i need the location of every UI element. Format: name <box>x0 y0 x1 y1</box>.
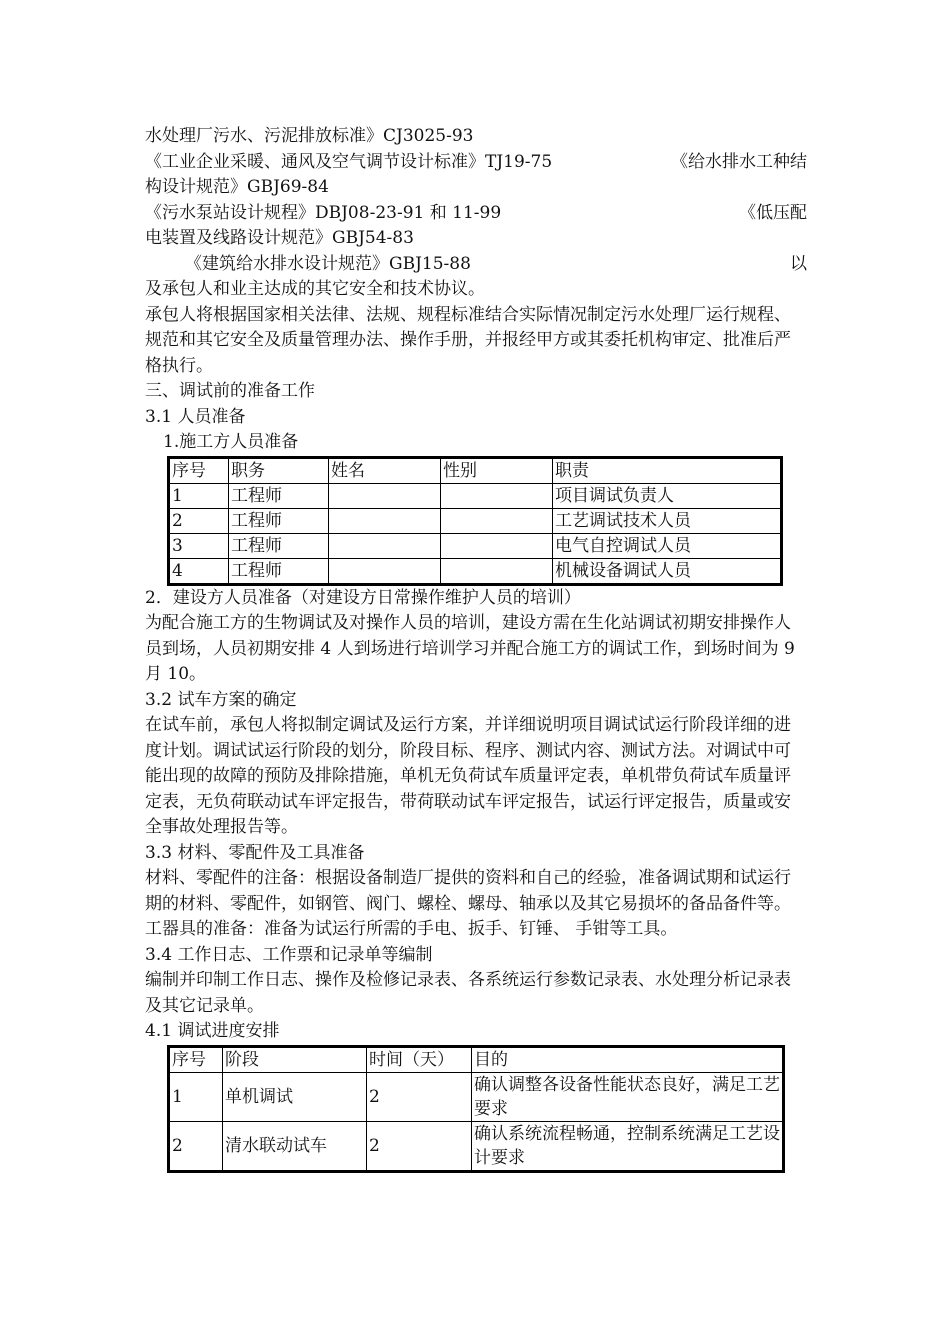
section-3-3-title: 3.3 材料、零配件及工具准备 <box>145 842 365 863</box>
staff-header-cell: 职务 <box>229 457 329 483</box>
staff-cell <box>329 533 441 558</box>
schedule-cell: 2 <box>169 1121 223 1171</box>
staff-cell <box>441 508 553 533</box>
section-3-4-title: 3.4 工作日志、工作票和记录单等编制 <box>145 944 433 965</box>
schedule-cell: 确认调整各设备性能状态良好，满足工艺要求 <box>472 1072 784 1121</box>
schedule-cell: 2 <box>367 1121 472 1171</box>
schedule-cell: 单机调试 <box>223 1072 367 1121</box>
standard-water-structure: 《给水排水工种结 <box>671 151 807 172</box>
standard-building-water: 《建筑给水排水设计规范》GBJ15-88 <box>185 253 471 274</box>
staff-table-row <box>169 508 782 533</box>
staff-cell: 工程师 <box>229 483 329 508</box>
subsection-contractor-staff: 1.施工方人员准备 <box>163 432 299 452</box>
staff-cell: 工艺调试技术人员 <box>553 508 782 533</box>
schedule-header-cell: 阶段 <box>223 1046 367 1072</box>
staff-cell: 项目调试负责人 <box>553 483 782 508</box>
paragraph-records: 编制并印制工作日志、操作及检修记录表、各系统运行参数记录表、水处理分析记录表及其它记录单。 <box>145 970 791 1016</box>
staff-cell <box>329 483 441 508</box>
schedule-table-header-row <box>169 1046 784 1072</box>
staff-cell: 电气自控调试人员 <box>553 533 782 558</box>
section-3-2-title: 3.2 试车方案的确定 <box>145 689 297 710</box>
section-4-1-title: 4.1 调试进度安排 <box>145 1021 280 1041</box>
paragraph-trial-plan: 在试车前，承包人将拟制定调试及运行方案，并详细说明项目调试试运行阶段详细的进度计划。调试试运行阶段的划分，阶段目标、程序、测试内容、测试方法。对调试中可能出现的故障的预防及排除措施，单机无负荷试车质量评定表，单机带负荷试车质量评定表，无负荷联动试车评定报告，带荷联动试车评定报告，试运行评定报告，质量或安全事故处理报告等。 <box>145 715 791 837</box>
paragraph-tools: 工器具的准备：准备为试运行所需的手电、扳手、钉锤、 手钳等工具。 <box>145 919 678 939</box>
standards-line-6 <box>145 252 807 278</box>
standards-line-7: 及承包人和业主达成的其它安全和技术协议。 <box>145 279 485 299</box>
standards-line-6-tail: 以 <box>790 253 807 274</box>
paragraph-owner-training: 为配合施工方的生物调试及对操作人员的培训，建设方需在生化站调试初期安排操作人员到场，人员初期安排 4 人到场进行培训学习并配合施工方的调试工作，到场时间为 9 月 10。 <box>145 613 795 684</box>
staff-cell <box>329 558 441 584</box>
schedule-table-row <box>169 1121 784 1171</box>
staff-cell: 2 <box>169 508 229 533</box>
schedule-header-cell: 目的 <box>472 1046 784 1072</box>
staff-header-cell: 序号 <box>169 457 229 483</box>
schedule-cell: 1 <box>169 1072 223 1121</box>
staff-cell <box>441 558 553 584</box>
section-3-1-title: 3.1 人员准备 <box>145 406 246 427</box>
staff-cell <box>441 533 553 558</box>
staff-cell: 机械设备调试人员 <box>553 558 782 584</box>
staff-cell: 3 <box>169 533 229 558</box>
standards-line-4 <box>145 201 807 227</box>
section-3-title: 三、调试前的准备工作 <box>145 381 315 401</box>
standard-heating-ventilation: 《工业企业采暖、通风及空气调节设计标准》TJ19-75 <box>145 151 553 172</box>
schedule-header-cell: 时间（天） <box>367 1046 472 1072</box>
staff-cell: 工程师 <box>229 558 329 584</box>
schedule-table <box>167 1045 785 1173</box>
staff-cell: 4 <box>169 558 229 584</box>
staff-cell: 工程师 <box>229 508 329 533</box>
standards-line-2 <box>145 150 807 176</box>
schedule-header-cell: 序号 <box>169 1046 223 1072</box>
staff-table-row <box>169 558 782 584</box>
staff-header-cell: 职责 <box>553 457 782 483</box>
subsection-owner-staff: 2．建设方人员准备（对建设方日常操作维护人员的培训） <box>145 587 581 608</box>
staff-table <box>167 456 783 586</box>
staff-header-cell: 姓名 <box>329 457 441 483</box>
staff-table-header-row <box>169 457 782 483</box>
standards-line-3: 构设计规范》GBJ69-84 <box>145 177 329 197</box>
staff-table-row <box>169 483 782 508</box>
staff-table-row <box>169 533 782 558</box>
schedule-table-row <box>169 1072 784 1121</box>
staff-header-cell: 性别 <box>441 457 553 483</box>
schedule-cell: 确认系统流程畅通，控制系统满足工艺设计要求 <box>472 1121 784 1171</box>
paragraph-regulations: 承包人将根据国家相关法律、法规、规程标准结合实际情况制定污水处理厂运行规程、规范和其它安全及质量管理办法、操作手册，并报经甲方或其委托机构审定、批准后严格执行。 <box>145 304 791 376</box>
paragraph-materials: 材料、零配件的注备：根据设备制造厂提供的资料和自己的经验，准备调试期和试运行期的材料、零配件，如钢管、阀门、螺栓、螺母、轴承以及其它易损坏的备品备件等。 <box>145 868 791 914</box>
standards-line-1: 水处理厂污水、污泥排放标准》CJ3025-93 <box>145 126 474 146</box>
staff-cell <box>329 508 441 533</box>
document-page <box>145 124 807 1173</box>
staff-cell: 工程师 <box>229 533 329 558</box>
standard-pump-station: 《污水泵站设计规程》DBJ08-23-91 和 11-99 <box>145 202 502 223</box>
staff-cell: 1 <box>169 483 229 508</box>
staff-cell <box>441 483 553 508</box>
standards-line-5: 电装置及线路设计规范》GBJ54-83 <box>145 228 414 248</box>
schedule-cell: 清水联动试车 <box>223 1121 367 1171</box>
schedule-cell: 2 <box>367 1072 472 1121</box>
standard-low-voltage: 《低压配 <box>739 202 807 223</box>
